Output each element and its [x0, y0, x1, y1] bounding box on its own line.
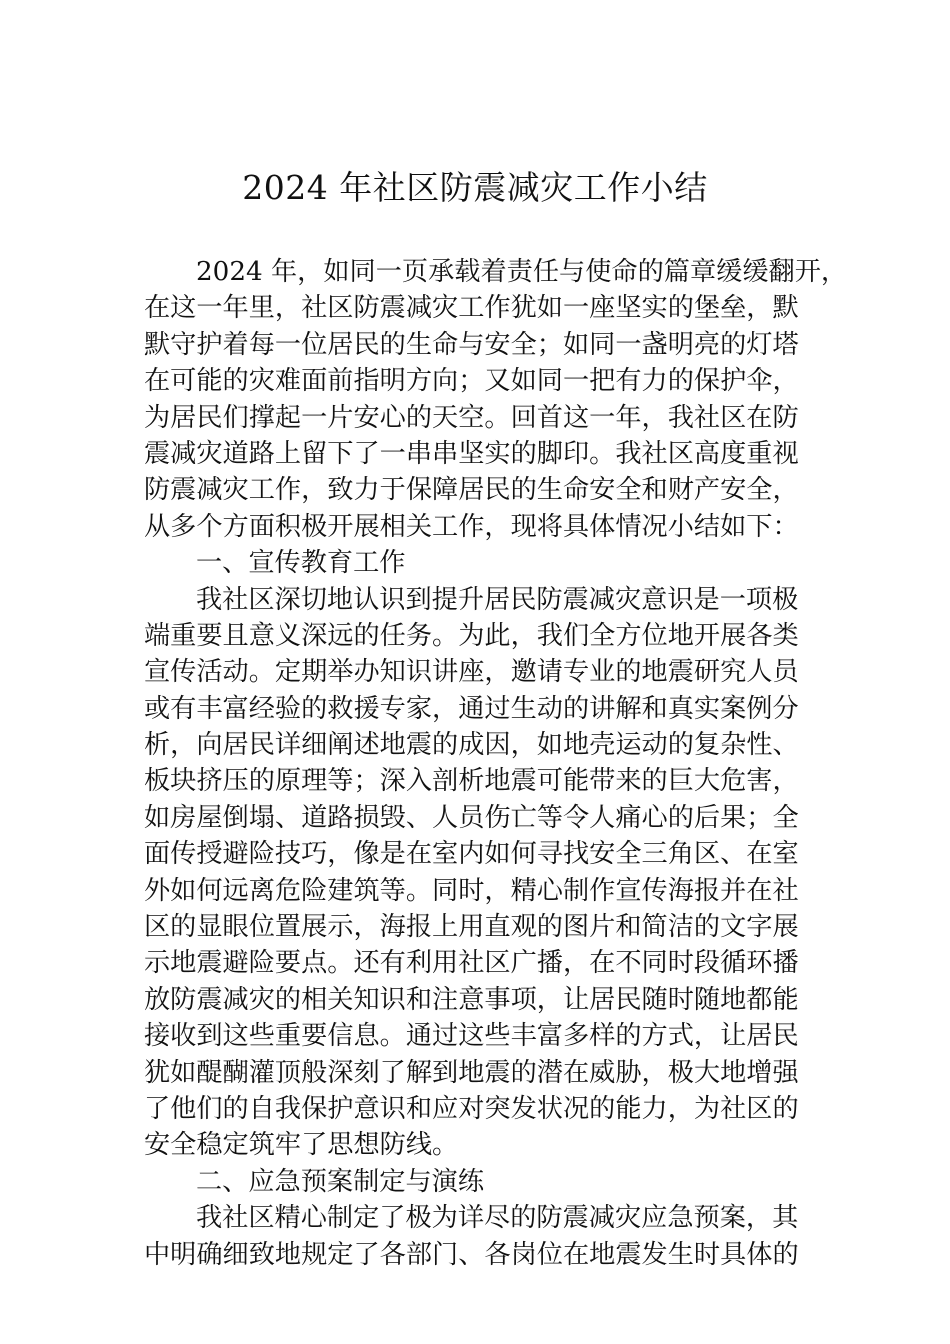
- text-line: 我社区精心制定了极为详尽的防震减灾应急预案，其: [196, 1203, 799, 1234]
- text-line: 示地震避险要点。还有利用社区广播，在不同时段循环播: [144, 948, 799, 979]
- text-line: 面传授避险技巧，像是在室内如何寻找安全三角区、在室: [144, 839, 799, 870]
- text-line: 端重要且意义深远的任务。为此，我们全方位地开展各类: [144, 620, 799, 651]
- text-line: 中明确细致地规定了各部门、各岗位在地震发生时具体的: [144, 1239, 799, 1270]
- text-line: 2024 年，如同一页承载着责任与使命的篇章缓缓翻开，: [196, 257, 848, 287]
- text-line: 犹如醍醐灌顶般深刻了解到地震的潜在威胁，极大地增强: [144, 1057, 799, 1088]
- text-line: 在这一年里，社区防震减灾工作犹如一座坚实的堡垒，默: [144, 293, 799, 324]
- text-line: 析，向居民详细阐述地震的成因，如地壳运动的复杂性、: [144, 730, 799, 761]
- text-line: 震减灾道路上留下了一串串坚实的脚印。我社区高度重视: [144, 438, 799, 469]
- text-line: 我社区深切地认识到提升居民防震减灾意识是一项极: [196, 584, 799, 615]
- text-line: 二、应急预案制定与演练: [196, 1166, 485, 1197]
- text-line: 如房屋倒塌、道路损毁、人员伤亡等令人痛心的后果；全: [144, 802, 799, 833]
- text-line: 在可能的灾难面前指明方向；又如同一把有力的保护伞，: [144, 366, 799, 397]
- text-line: 区的显眼位置展示，海报上用直观的图片和简洁的文字展: [144, 912, 799, 943]
- text-line: 一、宣传教育工作: [196, 548, 406, 579]
- text-line: 安全稳定筑牢了思想防线。: [144, 1130, 459, 1161]
- text-line: 为居民们撑起一片安心的天空。回首这一年，我社区在防: [144, 402, 799, 433]
- text-line: 或有丰富经验的救援专家，通过生动的讲解和真实案例分: [144, 693, 799, 724]
- text-line: 接收到这些重要信息。通过这些丰富多样的方式，让居民: [144, 1021, 799, 1052]
- text-line: 默守护着每一位居民的生命与安全；如同一盏明亮的灯塔: [144, 329, 799, 360]
- text-line: 外如何远离危险建筑等。同时，精心制作宣传海报并在社: [144, 875, 799, 906]
- text-line: 宣传活动。定期举办知识讲座，邀请专业的地震研究人员: [144, 657, 799, 688]
- text-line: 板块挤压的原理等；深入剖析地震可能带来的巨大危害，: [144, 766, 799, 797]
- text-line: 放防震减灾的相关知识和注意事项，让居民随时随地都能: [144, 984, 799, 1015]
- text-line: 从多个方面积极开展相关工作，现将具体情况小结如下：: [144, 511, 799, 542]
- document-body: [144, 254, 848, 1273]
- document-title: 2024 年社区防震减灾工作小结: [242, 168, 708, 207]
- text-line: 了他们的自我保护意识和应对突发状况的能力，为社区的: [144, 1093, 799, 1124]
- text-line: 防震减灾工作，致力于保障居民的生命安全和财产安全，: [144, 475, 799, 506]
